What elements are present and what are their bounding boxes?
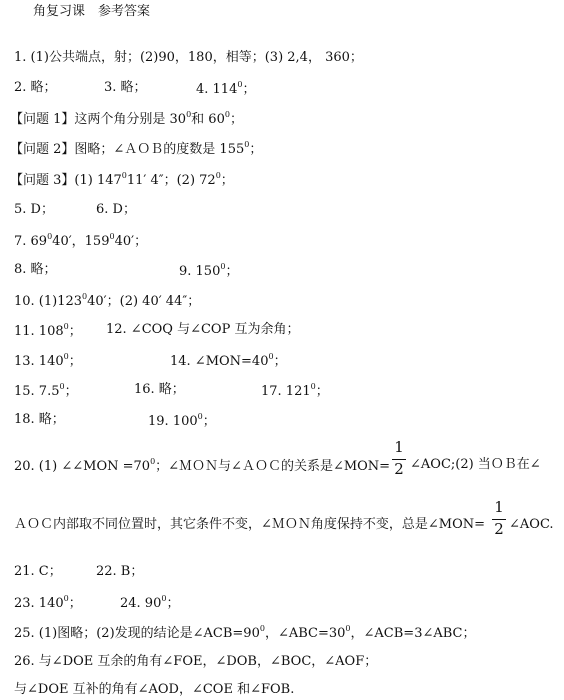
a13-text: 13. 140 (14, 354, 64, 369)
degree-mark: 0 (259, 624, 265, 633)
a24-text: 24. 90 (120, 596, 162, 611)
fraction-one-half (492, 500, 506, 537)
a10-text-a: 10. (1)123 (14, 294, 83, 309)
a23-text: 23. 140 (14, 596, 64, 611)
a7-text-b: 40′，159 (52, 234, 110, 249)
q3-text-b: 11′ 4″；(2) 72 (126, 173, 216, 188)
a20-part-b: ；∠ＭＯＮ与∠ＡＯＣ的关系是∠MON= (155, 459, 391, 474)
answer-12: 12. ∠COQ 与∠COP 互为余角； (106, 322, 300, 337)
a20-text-c: ∠AOC;(2) 当ＯＢ在∠ (410, 457, 541, 472)
a25-text-b: ，∠ABC=30 (264, 626, 346, 641)
answer-25 (14, 625, 475, 640)
answer-15 (14, 383, 78, 398)
answer-10 (14, 293, 200, 308)
question-3-answer (10, 172, 234, 187)
answer-26-line-1: 26. 与∠DOE 互余的角有∠FOE，∠DOB，∠BOC，∠AOF； (14, 654, 378, 669)
degree-mark: 0 (150, 457, 156, 466)
q3-text-c: ； (220, 173, 234, 188)
answer-5: 5. D； (14, 202, 54, 217)
answer-1: 1. (1)公共端点，射；(2)90，180，相等；(3) 2,4， 360； (14, 50, 363, 65)
a19-text: 19. 100 (148, 414, 198, 429)
a11-text: 11. 108 (14, 324, 64, 339)
answer-13 (14, 353, 82, 368)
answer-4-value: 4. 114 (196, 82, 238, 97)
answer-24 (120, 595, 179, 610)
q2-text-b: ； (249, 142, 263, 157)
question-2-answer (10, 141, 262, 156)
answer-17 (261, 383, 329, 398)
degree-mark: 0 (47, 232, 53, 241)
fraction-numerator: 1 (494, 498, 504, 516)
degree-mark: 0 (63, 352, 69, 361)
answer-23 (14, 595, 82, 610)
degree-mark: 0 (237, 80, 243, 89)
degree-mark: 0 (82, 292, 88, 301)
answer-8: 8. 略； (14, 262, 57, 277)
a20-text-a (14, 458, 390, 473)
a9-text: 9. 150 (179, 264, 221, 279)
a23-tail: ； (68, 596, 82, 611)
page-title: 角复习课 参考答案 (33, 4, 151, 19)
fraction-numerator: 1 (394, 438, 404, 456)
a24-tail: ； (166, 596, 180, 611)
a20-text-e: ∠AOC. (509, 517, 554, 532)
answer-6: 6. D； (96, 202, 136, 217)
answer-9 (179, 263, 238, 278)
a14-text: 14. ∠MON=40 (170, 354, 269, 369)
answer-3: 3. 略； (104, 80, 147, 95)
a25-text-c: ，∠ACB=3∠ABC； (350, 626, 476, 641)
a19-tail: ； (202, 414, 216, 429)
a25-text-a: 25. (1)图略；(2)发现的结论是∠ACB=90 (14, 626, 260, 641)
degree-mark: 0 (63, 322, 69, 331)
degree-mark: 0 (161, 594, 167, 603)
a7-text-c: 40′； (114, 234, 148, 249)
degree-mark: 0 (224, 110, 230, 119)
answer-4 (196, 81, 255, 96)
answer-22: 22. B； (96, 564, 144, 579)
degree-mark: 0 (186, 110, 192, 119)
fraction-one-half (392, 440, 406, 477)
degree-mark: 0 (109, 232, 115, 241)
a7-text-a: 7. 69 (14, 234, 48, 249)
q3-text-a: 【问题 3】(1) 147 (10, 173, 122, 188)
a14-tail: ； (273, 354, 287, 369)
a17-text: 17. 121 (261, 384, 311, 399)
degree-mark: 0 (220, 262, 226, 271)
a15-text: 15. 7.5 (14, 384, 60, 399)
fraction-denominator: 2 (394, 460, 404, 478)
answer-11 (14, 323, 82, 338)
question-1-answer (10, 111, 243, 126)
answer-20-line-2: ＡＯＣ内部取不同位置时，其它条件不变，∠ＭＯＮ角度保持不变，总是∠MON= (14, 517, 486, 532)
a9-tail: ； (225, 264, 239, 279)
a11-tail: ； (68, 324, 82, 339)
a10-text-b: 40′；(2) 40′ 44″； (87, 294, 201, 309)
answer-7 (14, 233, 147, 248)
fraction-denominator: 2 (494, 520, 504, 538)
a15-tail: ； (64, 384, 78, 399)
degree-mark: 0 (268, 352, 274, 361)
answer-18: 18. 略； (14, 412, 65, 427)
q2-text-a: 【问题 2】图略；∠ＡＯＢ的度数是 155 (10, 142, 245, 157)
degree-mark: 0 (244, 140, 250, 149)
a20-part-a: 20. (1) ∠∠MON =70 (14, 459, 151, 474)
degree-mark: 0 (59, 382, 65, 391)
q1-text-c: ； (229, 112, 243, 127)
degree-mark: 0 (215, 171, 221, 180)
degree-mark: 0 (345, 624, 351, 633)
degree-mark: 0 (121, 171, 127, 180)
degree-mark: 0 (63, 594, 69, 603)
answer-2: 2. 略； (14, 80, 57, 95)
degree-mark: 0 (197, 412, 203, 421)
q1-text-b: 和 60 (191, 112, 225, 127)
degree-mark: 0 (310, 382, 316, 391)
a13-tail: ； (68, 354, 82, 369)
q1-text-a: 【问题 1】这两个角分别是 30 (10, 112, 187, 127)
answer-14 (170, 353, 287, 368)
answer-21: 21. C； (14, 564, 62, 579)
answer-4-tail: ； (242, 82, 256, 97)
answer-19 (148, 413, 216, 428)
answer-26-line-2: 与∠DOE 互补的角有∠AOD，∠COE 和∠FOB. (14, 682, 295, 697)
answer-16: 16. 略； (134, 382, 185, 397)
a17-tail: ； (315, 384, 329, 399)
